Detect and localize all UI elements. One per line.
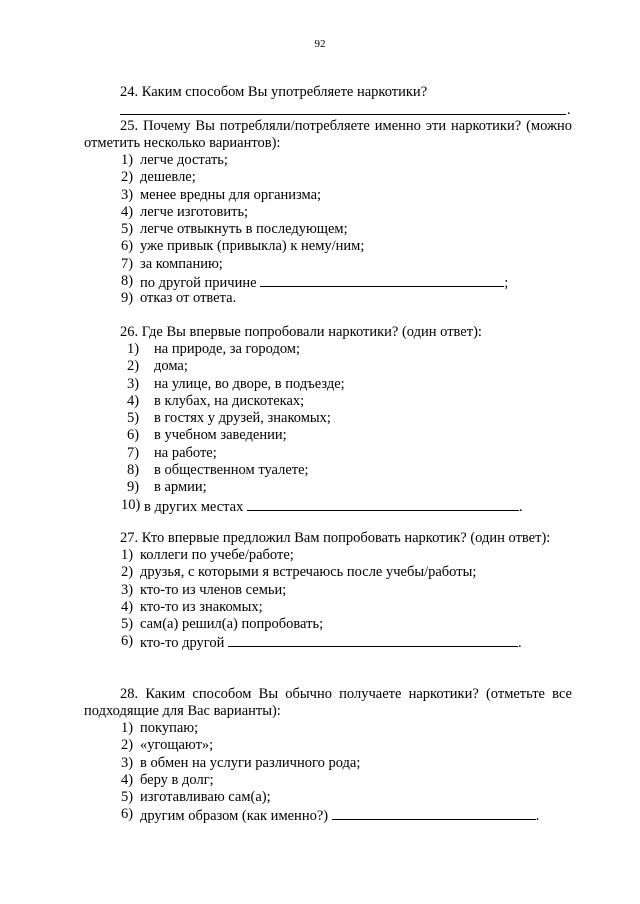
- option-number: 9): [127, 479, 140, 496]
- question-26-option[interactable]: [84, 497, 572, 514]
- question-24-text: 24. Каким способом Вы употребляете наркотики?: [120, 84, 428, 100]
- question-25-option[interactable]: [84, 273, 572, 290]
- option-number: 4): [121, 598, 134, 615]
- question-25-option[interactable]: [84, 204, 572, 221]
- question-25-option[interactable]: [84, 221, 572, 238]
- option-text: покупаю;: [140, 720, 199, 736]
- option-text: легче достать;: [140, 152, 228, 168]
- option-end: .: [535, 808, 540, 825]
- option-number: 1): [121, 152, 134, 168]
- option-number: 5): [121, 789, 134, 806]
- question-25-option[interactable]: [84, 169, 572, 186]
- option-text: уже привык (привыкла) к нему/ним;: [140, 238, 365, 255]
- question-25: [84, 118, 572, 308]
- option-text: за компанию;: [140, 255, 223, 272]
- question-26-text: 26. Где Вы впервые попробовали наркотики? (один ответ):: [120, 324, 482, 340]
- answer-blank[interactable]: [332, 806, 536, 820]
- option-number: 2): [121, 737, 134, 754]
- question-25-text: 25. Почему Вы потребляли/потребляете именно эти наркотики? (можно отметить несколько вариантов):: [84, 118, 572, 151]
- question-27-option[interactable]: [84, 633, 572, 650]
- option-text: дома;: [154, 358, 188, 375]
- option-text: легче отвыкнуть в последующем;: [140, 221, 348, 238]
- option-text: [140, 273, 508, 292]
- question-25-option[interactable]: [84, 152, 572, 169]
- question-25-option[interactable]: [84, 290, 572, 307]
- question-26-option[interactable]: [84, 376, 572, 393]
- option-number: 5): [121, 616, 134, 633]
- question-27-option[interactable]: [84, 582, 572, 599]
- answer-blank[interactable]: [120, 101, 566, 115]
- option-number: 6): [121, 806, 134, 823]
- option-text: [140, 806, 539, 825]
- question-27: [84, 530, 572, 651]
- option-end: .: [518, 635, 522, 652]
- question-28-option[interactable]: [84, 772, 572, 789]
- option-text: в общественном туалете;: [154, 462, 309, 479]
- option-number: 4): [121, 203, 134, 220]
- option-number: 1): [121, 547, 134, 563]
- option-text: на улице, во дворе, в подъезде;: [154, 375, 345, 392]
- question-28-option[interactable]: [84, 755, 572, 772]
- question-28-option[interactable]: [84, 806, 572, 823]
- option-text: в учебном заведении;: [154, 427, 287, 444]
- option-number: 6): [121, 238, 134, 255]
- option-end: .: [518, 498, 523, 515]
- option-text: коллеги по учебе/работе;: [140, 547, 294, 563]
- question-24: [84, 84, 572, 119]
- option-number: 8): [121, 273, 134, 290]
- option-label: другим образом (как именно?): [140, 808, 329, 825]
- option-text: в клубах, на дискотеках;: [154, 392, 305, 409]
- question-26-option[interactable]: [84, 427, 572, 444]
- option-label: в других местах: [144, 498, 244, 515]
- option-number: 6): [127, 427, 140, 444]
- page-number: 92: [314, 38, 326, 50]
- question-27-option[interactable]: [84, 599, 572, 616]
- option-text: кто-то из знакомых;: [140, 598, 263, 615]
- question-27-option[interactable]: [84, 616, 572, 633]
- option-number: 3): [121, 754, 134, 771]
- question-26-option[interactable]: [84, 479, 572, 496]
- option-text: отказ от ответа.: [140, 290, 237, 307]
- option-number: 10): [121, 496, 141, 513]
- option-end: ;: [504, 275, 509, 292]
- option-number: 3): [127, 375, 140, 392]
- question-25-option[interactable]: [84, 256, 572, 273]
- question-25-option[interactable]: [84, 187, 572, 204]
- question-26-option[interactable]: [84, 358, 572, 375]
- option-number: 3): [121, 186, 134, 203]
- option-text: в гостях у друзей, знакомых;: [154, 410, 331, 427]
- option-number: 3): [121, 581, 134, 598]
- option-text: легче изготовить;: [140, 203, 249, 220]
- question-28-option[interactable]: [84, 737, 572, 754]
- option-number: 5): [121, 221, 134, 238]
- question-28-text: 28. Каким способом Вы обычно получаете наркотики? (отметьте все подходящие для Вас варианты):: [84, 686, 572, 719]
- option-text: друзья, с которыми я встречаюсь после учебы/работы;: [140, 564, 477, 581]
- question-26-option[interactable]: [84, 445, 572, 462]
- option-number: 2): [121, 169, 134, 186]
- option-number: 7): [121, 255, 134, 272]
- option-text: [140, 633, 522, 652]
- question-27-option[interactable]: [84, 564, 572, 581]
- question-28-option[interactable]: [84, 789, 572, 806]
- option-number: 1): [121, 720, 134, 736]
- question-28: [84, 686, 572, 824]
- option-text: [144, 497, 523, 516]
- question-27-text: 27. Кто впервые предложил Вам попробовать наркотик? (один ответ):: [120, 530, 551, 546]
- option-number: 8): [127, 462, 140, 479]
- question-26-option[interactable]: [84, 410, 572, 427]
- option-text: изготавливаю сам(а);: [140, 789, 271, 806]
- option-text: «угощают»;: [140, 737, 214, 754]
- question-26-option[interactable]: [84, 393, 572, 410]
- option-number: 9): [121, 290, 134, 307]
- answer-blank[interactable]: [228, 633, 518, 647]
- option-number: 4): [127, 392, 140, 409]
- option-text: в армии;: [154, 479, 207, 496]
- question-25-option[interactable]: [84, 238, 572, 255]
- option-number: 1): [127, 341, 140, 357]
- question-28-option[interactable]: [84, 720, 572, 737]
- option-text: беру в долг;: [140, 771, 214, 788]
- option-number: 7): [127, 444, 140, 461]
- option-text: на природе, за городом;: [154, 341, 300, 357]
- question-26-option[interactable]: [84, 341, 572, 358]
- question-26: [84, 324, 572, 514]
- option-number: 2): [121, 564, 134, 581]
- option-text: на работе;: [154, 444, 217, 461]
- option-number: 2): [127, 358, 140, 375]
- question-27-option[interactable]: [84, 547, 572, 564]
- option-label: кто-то другой: [140, 635, 225, 652]
- option-label: по другой причине: [140, 275, 257, 292]
- answer-end: .: [567, 102, 571, 118]
- question-26-option[interactable]: [84, 462, 572, 479]
- option-number: 5): [127, 410, 140, 427]
- option-number: 4): [121, 771, 134, 788]
- answer-blank[interactable]: [247, 497, 519, 511]
- option-number: 6): [121, 633, 134, 650]
- option-text: дешевле;: [140, 169, 196, 186]
- option-text: менее вредны для организма;: [140, 186, 322, 203]
- option-text: в обмен на услуги различного рода;: [140, 754, 361, 771]
- option-text: сам(а) решил(а) попробовать;: [140, 616, 324, 633]
- option-text: кто-то из членов семьи;: [140, 581, 287, 598]
- answer-blank[interactable]: [260, 273, 504, 287]
- question-24-answer-line[interactable]: [84, 101, 572, 119]
